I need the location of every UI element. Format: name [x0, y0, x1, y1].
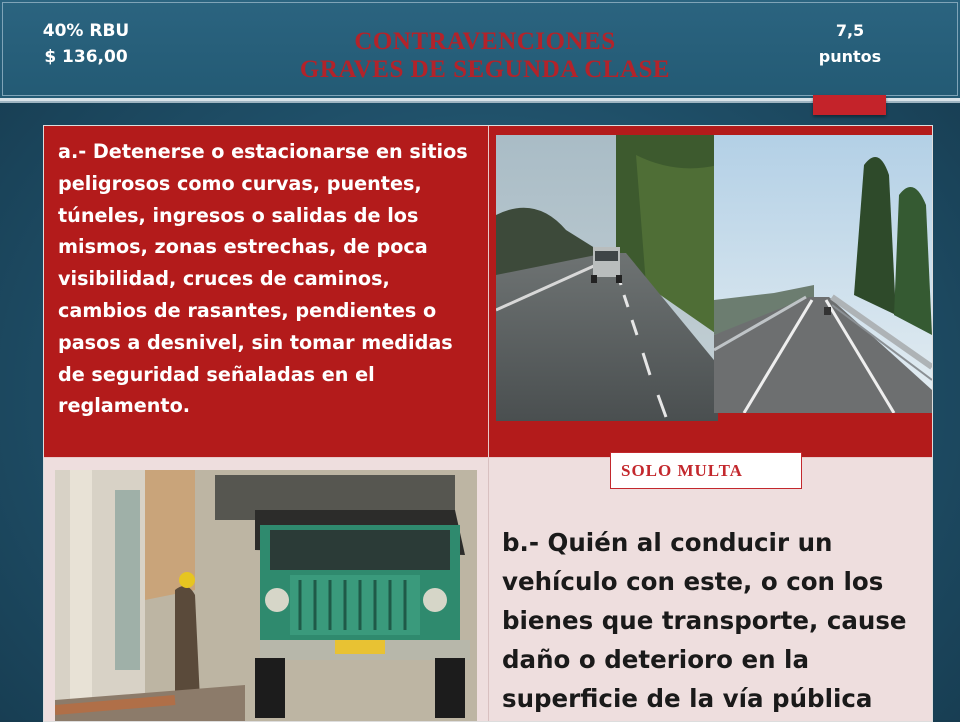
fine-value: $ 136,00 [44, 47, 128, 67]
fine-percentage: 40% RBU [42, 21, 130, 41]
title-line-2: GRAVES DE SEGUNDA CLASE [299, 56, 671, 83]
infractions-table [43, 125, 933, 722]
bridge-road-photo [714, 135, 932, 413]
fine-amount [36, 18, 136, 70]
title-line-1: CONTRAVENCIONES [354, 28, 616, 55]
solo-multa-badge: SOLO MULTA [610, 452, 802, 489]
infraction-a-text: a.- Detenerse o estacionarse en sitios peligrosos como curvas, puentes, túneles, ingresos o salidas de los mismos, zonas estrechas, de poca visibilidad, cruces de caminos, cambios de rasantes, pendientes o pasos a desnivel, sin tomar medidas de seguridad señaladas en el reglamento. [58, 140, 468, 418]
road-with-vehicle-photo [496, 135, 718, 421]
slide-title [250, 28, 720, 84]
points-label: puntos [818, 47, 882, 66]
green-dump-truck-photo [55, 470, 477, 721]
slide-header [0, 0, 960, 101]
infraction-a-photos [489, 126, 932, 458]
infraction-b-text: b.- Quién al conducir un vehículo con este, o con los bienes que transporte, cause daño o deterioro en la superficie de la vía pública [502, 528, 907, 713]
infraction-b-photo-cell [44, 458, 489, 721]
points-value: 7,5 [835, 21, 865, 40]
infraction-a-cell [44, 126, 489, 458]
infraction-b-cell [489, 458, 932, 721]
decorative-red-tab [813, 95, 886, 115]
points-deducted [795, 18, 905, 70]
